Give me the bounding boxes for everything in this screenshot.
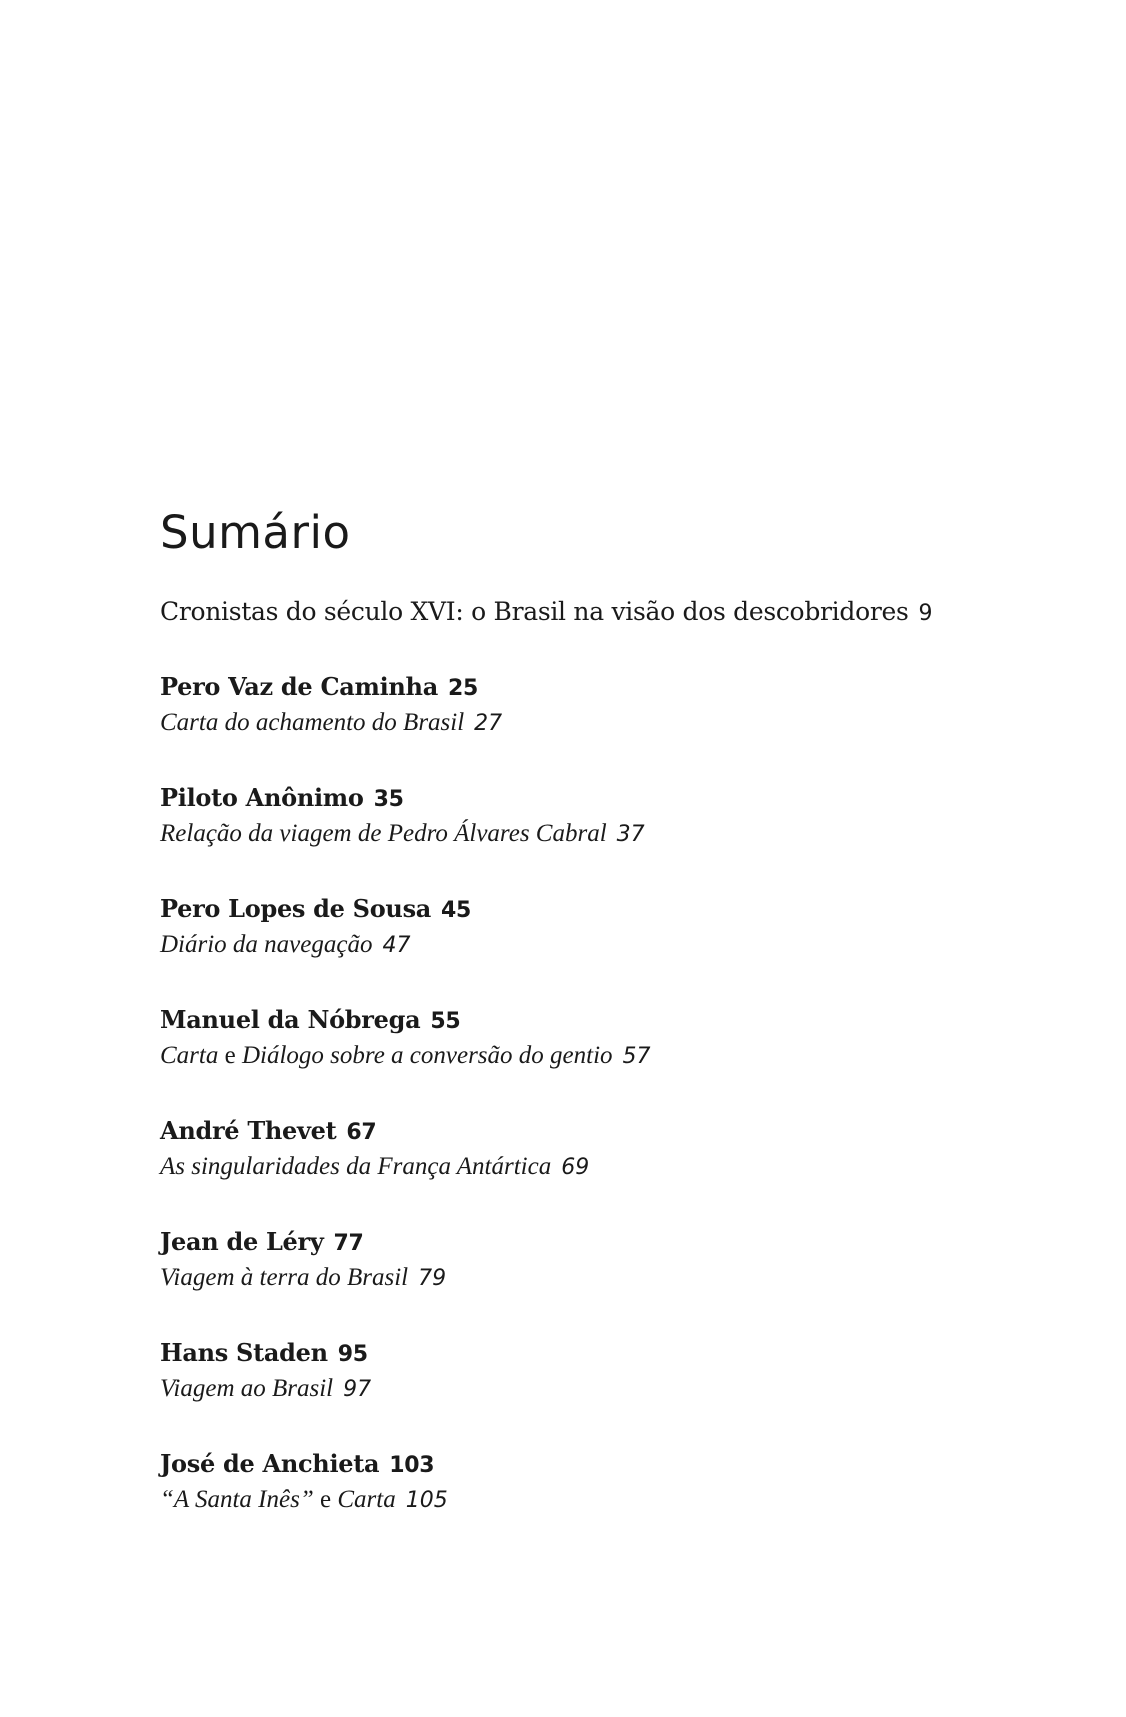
author-line[interactable]	[160, 1446, 1060, 1482]
toc-entry	[160, 1335, 1060, 1446]
work-line[interactable]	[160, 1038, 1060, 1074]
work-title: Viagem à terra do Brasil	[160, 1264, 409, 1291]
toc-entry	[160, 780, 1060, 891]
author-name: José de Anchieta	[160, 1449, 380, 1478]
work-title: Viagem ao Brasil	[160, 1375, 334, 1402]
author-line[interactable]	[160, 891, 1060, 927]
page-number: 55	[430, 1009, 461, 1034]
work-title: Diálogo sobre a conversão do gentio	[241, 1042, 613, 1069]
author-name: André Thevet	[160, 1116, 337, 1145]
page-title: Sumário	[160, 506, 351, 559]
toc-entry	[160, 1446, 1060, 1557]
toc-entry	[160, 891, 1060, 1002]
author-name: Piloto Anônimo	[160, 783, 364, 812]
page-number: 25	[447, 676, 478, 701]
work-line[interactable]	[160, 816, 1060, 852]
page-number: 95	[337, 1342, 368, 1367]
toc-entry	[160, 1002, 1060, 1113]
author-line[interactable]	[160, 1335, 1060, 1371]
page-number: 103	[389, 1453, 435, 1478]
page-number: 35	[373, 787, 404, 812]
author-name: Pero Lopes de Sousa	[160, 894, 432, 923]
work-line[interactable]	[160, 1149, 1060, 1185]
work-line[interactable]	[160, 705, 1060, 741]
toc-entry	[160, 1113, 1060, 1224]
work-title: Carta do achamento do Brasil	[160, 709, 465, 736]
work-line[interactable]	[160, 927, 1060, 963]
page-number: 9	[918, 601, 933, 626]
toc-entry	[160, 1224, 1060, 1335]
toc-entry	[160, 669, 1060, 780]
work-title: Carta	[160, 1042, 219, 1069]
work-line[interactable]	[160, 1260, 1060, 1296]
page-number: 69	[561, 1155, 590, 1180]
page-number: 45	[441, 898, 472, 923]
author-name: Hans Staden	[160, 1338, 328, 1367]
work-title: Diário da navegação	[160, 931, 373, 958]
work-title: Carta	[337, 1486, 396, 1513]
intro-title: Cronistas do século XVI: o Brasil na visão dos descobridores	[160, 597, 909, 626]
author-line[interactable]	[160, 669, 1060, 705]
intro-entry[interactable]	[160, 594, 1060, 632]
work-title: As singularidades da França Antártica	[160, 1153, 552, 1180]
page-number: 79	[418, 1266, 447, 1291]
entries-list	[160, 669, 1060, 1557]
work-title: “A Santa Inês”	[160, 1486, 314, 1513]
table-of-contents	[160, 505, 1060, 1557]
conjunction: e	[218, 1042, 242, 1069]
author-name: Jean de Léry	[160, 1227, 324, 1256]
author-line[interactable]	[160, 780, 1060, 816]
work-line[interactable]	[160, 1371, 1060, 1407]
work-line[interactable]	[160, 1482, 1060, 1518]
conjunction: e	[313, 1486, 338, 1513]
page-number: 97	[343, 1377, 372, 1402]
work-title: Relação da viagem de Pedro Álvares Cabral	[160, 820, 607, 847]
page-number: 47	[382, 933, 411, 958]
author-name: Manuel da Nóbrega	[160, 1005, 421, 1034]
page-number: 27	[474, 711, 503, 736]
page-number: 57	[622, 1044, 651, 1069]
author-line[interactable]	[160, 1002, 1060, 1038]
page-number: 37	[616, 822, 645, 847]
author-line[interactable]	[160, 1224, 1060, 1260]
author-line[interactable]	[160, 1113, 1060, 1149]
page-number: 77	[333, 1231, 364, 1256]
page-number: 67	[346, 1120, 377, 1145]
author-name: Pero Vaz de Caminha	[160, 672, 438, 701]
page-number: 105	[405, 1488, 448, 1513]
